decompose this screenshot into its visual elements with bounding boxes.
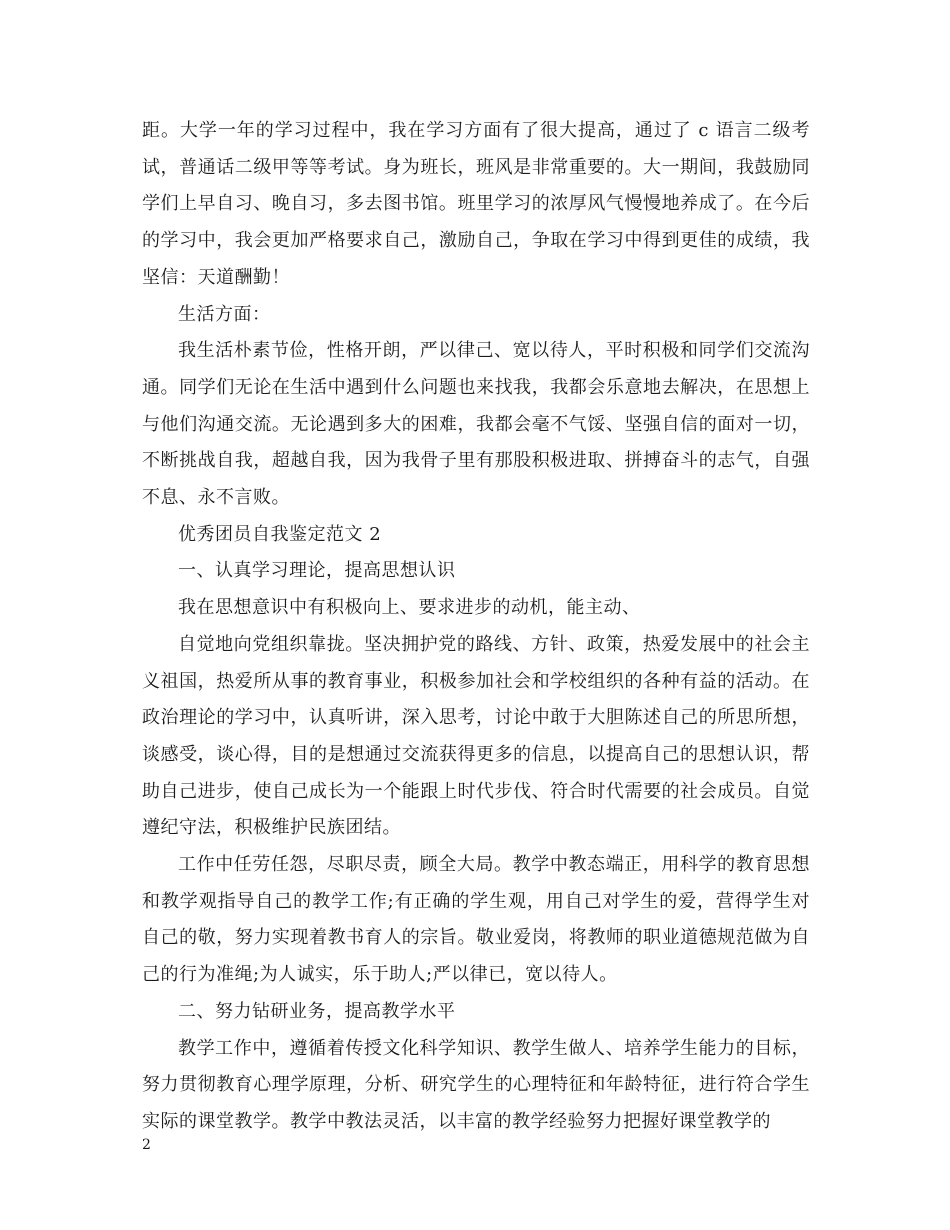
page-number: 2 xyxy=(142,1137,151,1153)
paragraph-motivation: 我在思想意识中有积极向上、要求进步的动机，能主动、 xyxy=(178,597,641,619)
paragraph-continued-study: 距。大学一年的学习过程中，我在学习方面有了很大提高，通过了 c 语言二级考试，普通话二级甲等等考试。身为班长，班风是非常重要的。大一期间，我鼓励同学们上早自习、晚自习，多去图书馆。班里学习的浓厚风气慢慢地养成了。在今后的学习中，我会更加严格要求自己，激励自己，争取在学习中得到更佳的成绩，我坚信：天道酬勤！ xyxy=(142,120,810,288)
heading-sample-essay-2: 优秀团员自我鉴定范文 2 xyxy=(178,523,382,545)
heading-section-two: 二、努力钻研业务，提高教学水平 xyxy=(178,1000,456,1022)
paragraph-party-support: 自觉地向党组织靠拢。坚决拥护党的路线、方针、政策，热爱发展中的社会主义祖国，热爱所从事的教育事业，积极参加社会和学校组织的各种有益的活动。在政治理论的学习中，认真听讲，深入思考，讨论中敢于大胆陈述自己的所思所想，谈感受，谈心得，目的是想通过交流获得更多的信息，以提高自己的思想认识，帮助自己进步，使自己成长为一个能跟上时代步伐、符合时代需要的社会成员。自觉遵纪守法，积极维护民族团结。 xyxy=(142,633,810,839)
paragraph-life: 我生活朴素节俭，性格开朗，严以律己、宽以待人，平时积极和同学们交流沟通。同学们无论在生活中遇到什么问题也来找我，我都会乐意地去解决，在思想上与他们沟通交流。无论遇到多大的困难，我都会毫不气馁、坚强自信的面对一切，不断挑战自我，超越自我，因为我骨子里有那股积极进取、拼搏奋斗的志气，自强不息、永不言败。 xyxy=(142,340,810,509)
heading-section-one: 一、认真学习理论，提高思想认识 xyxy=(178,560,456,582)
paragraph-work-attitude: 工作中任劳任怨，尽职尽责，顾全大局。教学中教态端正，用科学的教育思想和教学观指导自己的教学工作;有正确的学生观，用自己对学生的爱，营得学生对自己的敬，努力实现着教书育人的宗旨。敬业爱岗，将教师的职业道德规范做为自己的行为准绳;为人诚实，乐于助人;严以律已，宽以待人。 xyxy=(142,854,810,986)
paragraph-teaching-work: 教学工作中，遵循着传授文化科学知识、教学生做人、培养学生能力的目标，努力贯彻教育心理学原理，分析、研究学生的心理特征和年龄特征，进行符合学生实际的课堂教学。教学中教法灵活，以丰富的教学经验努力把握好课堂教学的 xyxy=(142,1037,810,1132)
heading-life-aspect: 生活方面： xyxy=(178,303,271,325)
document-body xyxy=(142,113,810,1141)
